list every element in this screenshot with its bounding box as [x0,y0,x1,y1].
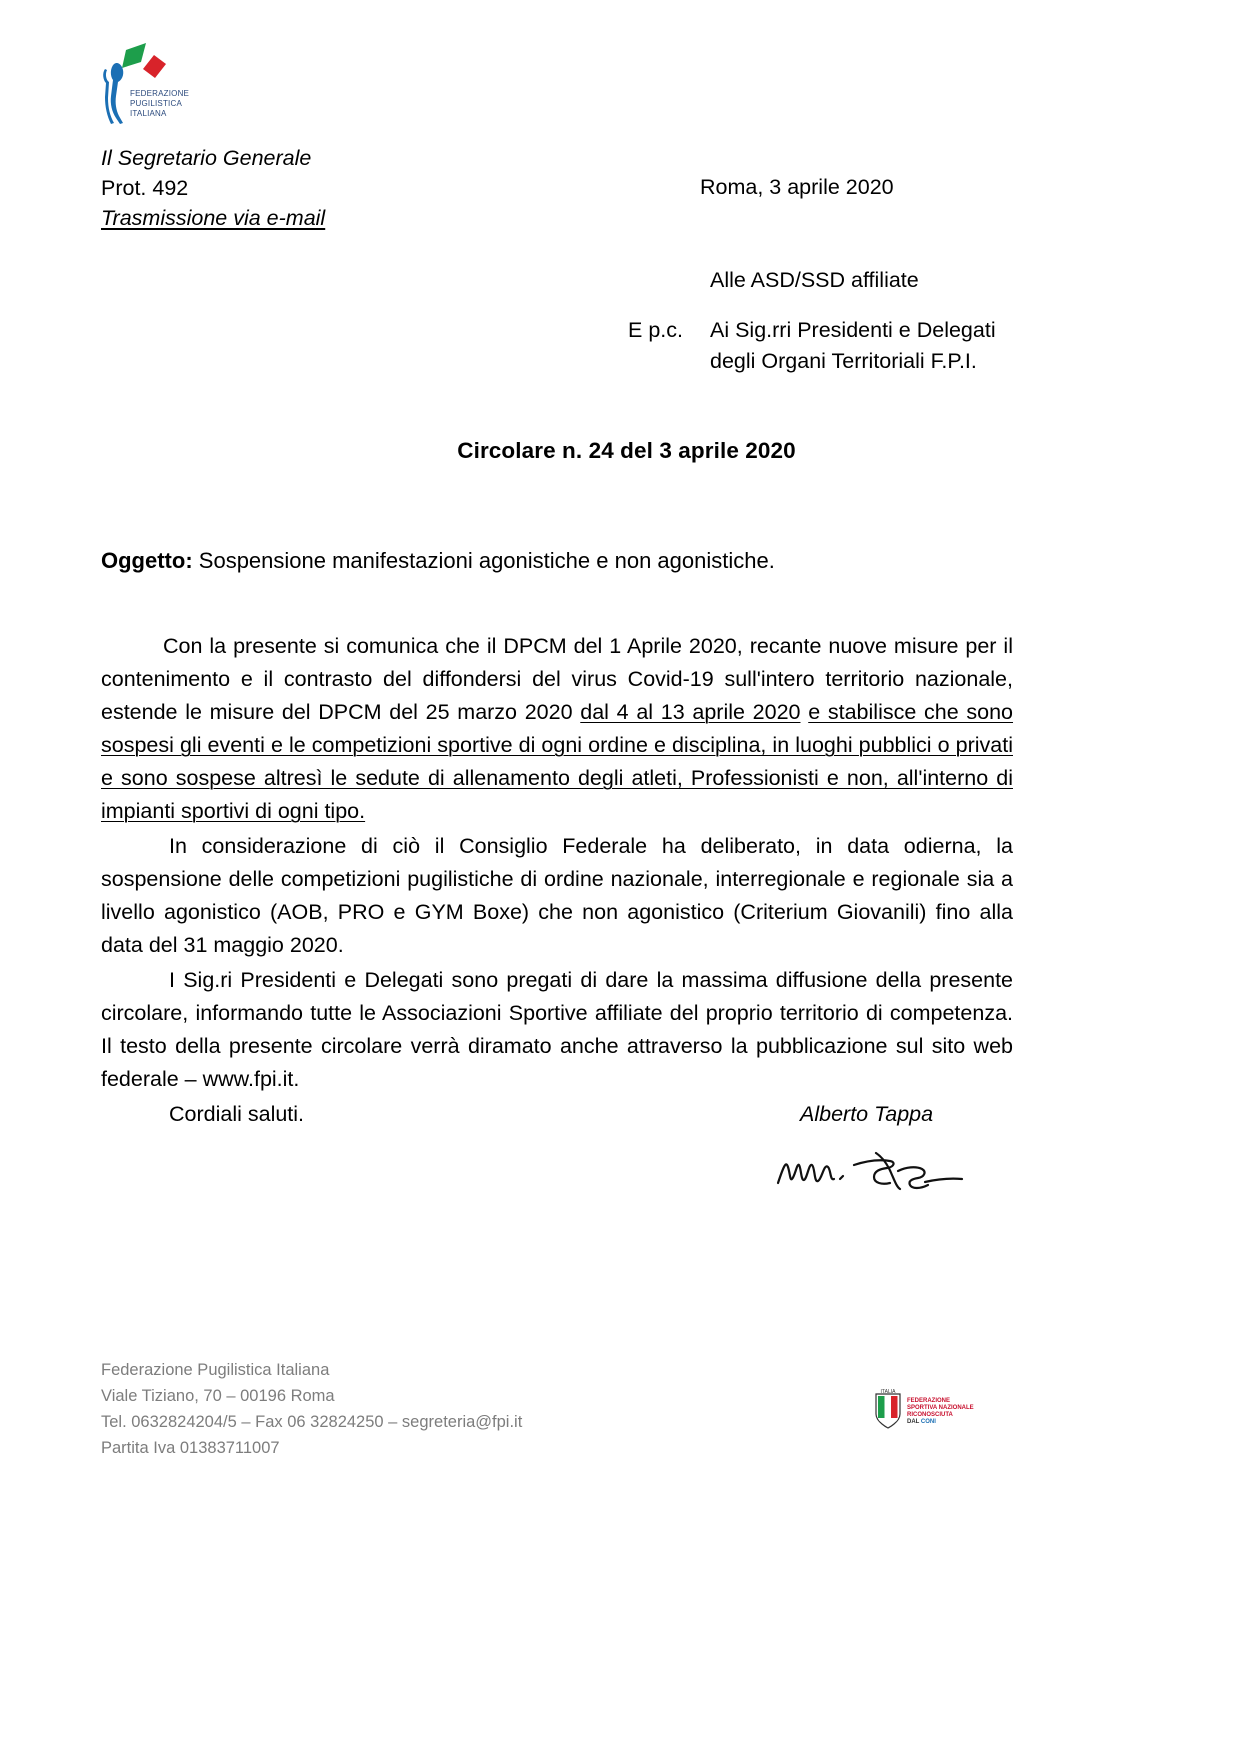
page-title [0,438,1240,464]
circular-title-text: Circolare n. 24 del 3 aprile 2020 [457,438,796,463]
secretary-role: Il Segretario Generale [101,146,312,170]
svg-text:PUGILISTICA: PUGILISTICA [130,99,182,108]
svg-text:ITALIA: ITALIA [880,1389,896,1395]
subject-label: Oggetto: [101,548,193,573]
p1-underlined-suspension: e stabilisce che sono sospesi gli eventi e le competizioni sportive di ogni ordine e disciplina, in luoghi pubblici o privati e sono sospese altresì le sedute di allenamento degli atleti, Professionisti e non, all'interno di impianti sportivi di ogni tipo. [101,700,1014,823]
body-paragraph-2: In considerazione di ciò il Consiglio Federale ha deliberato, in data odierna, la sospensione delle competizioni pugilistiche di ordine nazionale, interregionale e regionale sia a livello agonistico (AOB, PRO e GYM Boxe) che non agonistico (Criterium Giovanili) fino alla data del 31 maggio 2020. [101,834,1013,957]
recipient-cc-line1: Ai Sig.rri Presidenti e Delegati [710,318,996,342]
letter-body [101,630,1013,1133]
recipient-cc-row [628,315,996,346]
svg-text:RICONOSCIUTA: RICONOSCIUTA [907,1412,953,1418]
p1-plain-a: Con la presente si comunica che il DPCM del 1 Aprile 2020, recante nuove misure per il contenimento e il contrasto del diffondersi del virus Covid-19 sull'intero territorio nazionale, estende le misure del DPCM del 25 marzo 2020 [101,634,1013,724]
footer-contact-block [101,1357,522,1461]
body-paragraph-3: I Sig.ri Presidenti e Delegati sono pregati di dare la massima diffusione della presente circolare, informando tutte le Associazioni Sportive affiliate del proprio territorio di competenza. Il testo della presente circolare verrà diramato anche attraverso la pubblicazione sul sito web federale – www.fpi.it. [101,968,1013,1091]
subject-line [101,546,775,576]
recipient-primary: Alle ASD/SSD affiliate [710,268,919,292]
subject-text: Sospensione manifestazioni agonistiche e non agonistiche. [198,548,775,573]
svg-text:FEDERAZIONE: FEDERAZIONE [907,1398,951,1404]
footer-org-name: Federazione Pugilistica Italiana [101,1361,330,1379]
footer-vat: Partita Iva 01383711007 [101,1439,280,1457]
protocol-number: Prot. 492 [101,176,189,200]
signatory-name: Alberto Tappa [800,1102,934,1126]
body-closing: Cordiali saluti. [169,1102,305,1126]
fpi-logo [100,38,190,133]
handwritten-signature [770,1135,990,1205]
recipient-cc-line2: degli Organi Territoriali F.P.I. [710,349,977,373]
letter-header-left [101,143,621,233]
body-paragraph-1 [101,630,1013,828]
footer-address: Viale Tiziano, 70 – 00196 Roma [101,1387,335,1405]
coni-recognition-logo [870,1388,990,1436]
footer-phone-email: Tel. 0632824204/5 – Fax 06 32824250 – segreteria@fpi.it [101,1413,523,1431]
place-and-date: Roma, 3 aprile 2020 [700,175,894,199]
transmission-method: Trasmissione via e-mail [101,206,326,230]
p1-underlined-dates: dal 4 al 13 aprile 2020 [580,700,801,724]
recipient-block [628,265,996,377]
cc-label: E p.c. [628,318,683,342]
svg-text:DAL CONI: DAL CONI [907,1419,936,1425]
svg-text:SPORTIVA NAZIONALE: SPORTIVA NAZIONALE [907,1405,974,1411]
svg-text:FEDERAZIONE: FEDERAZIONE [130,89,190,98]
svg-text:ITALIANA: ITALIANA [130,109,167,118]
